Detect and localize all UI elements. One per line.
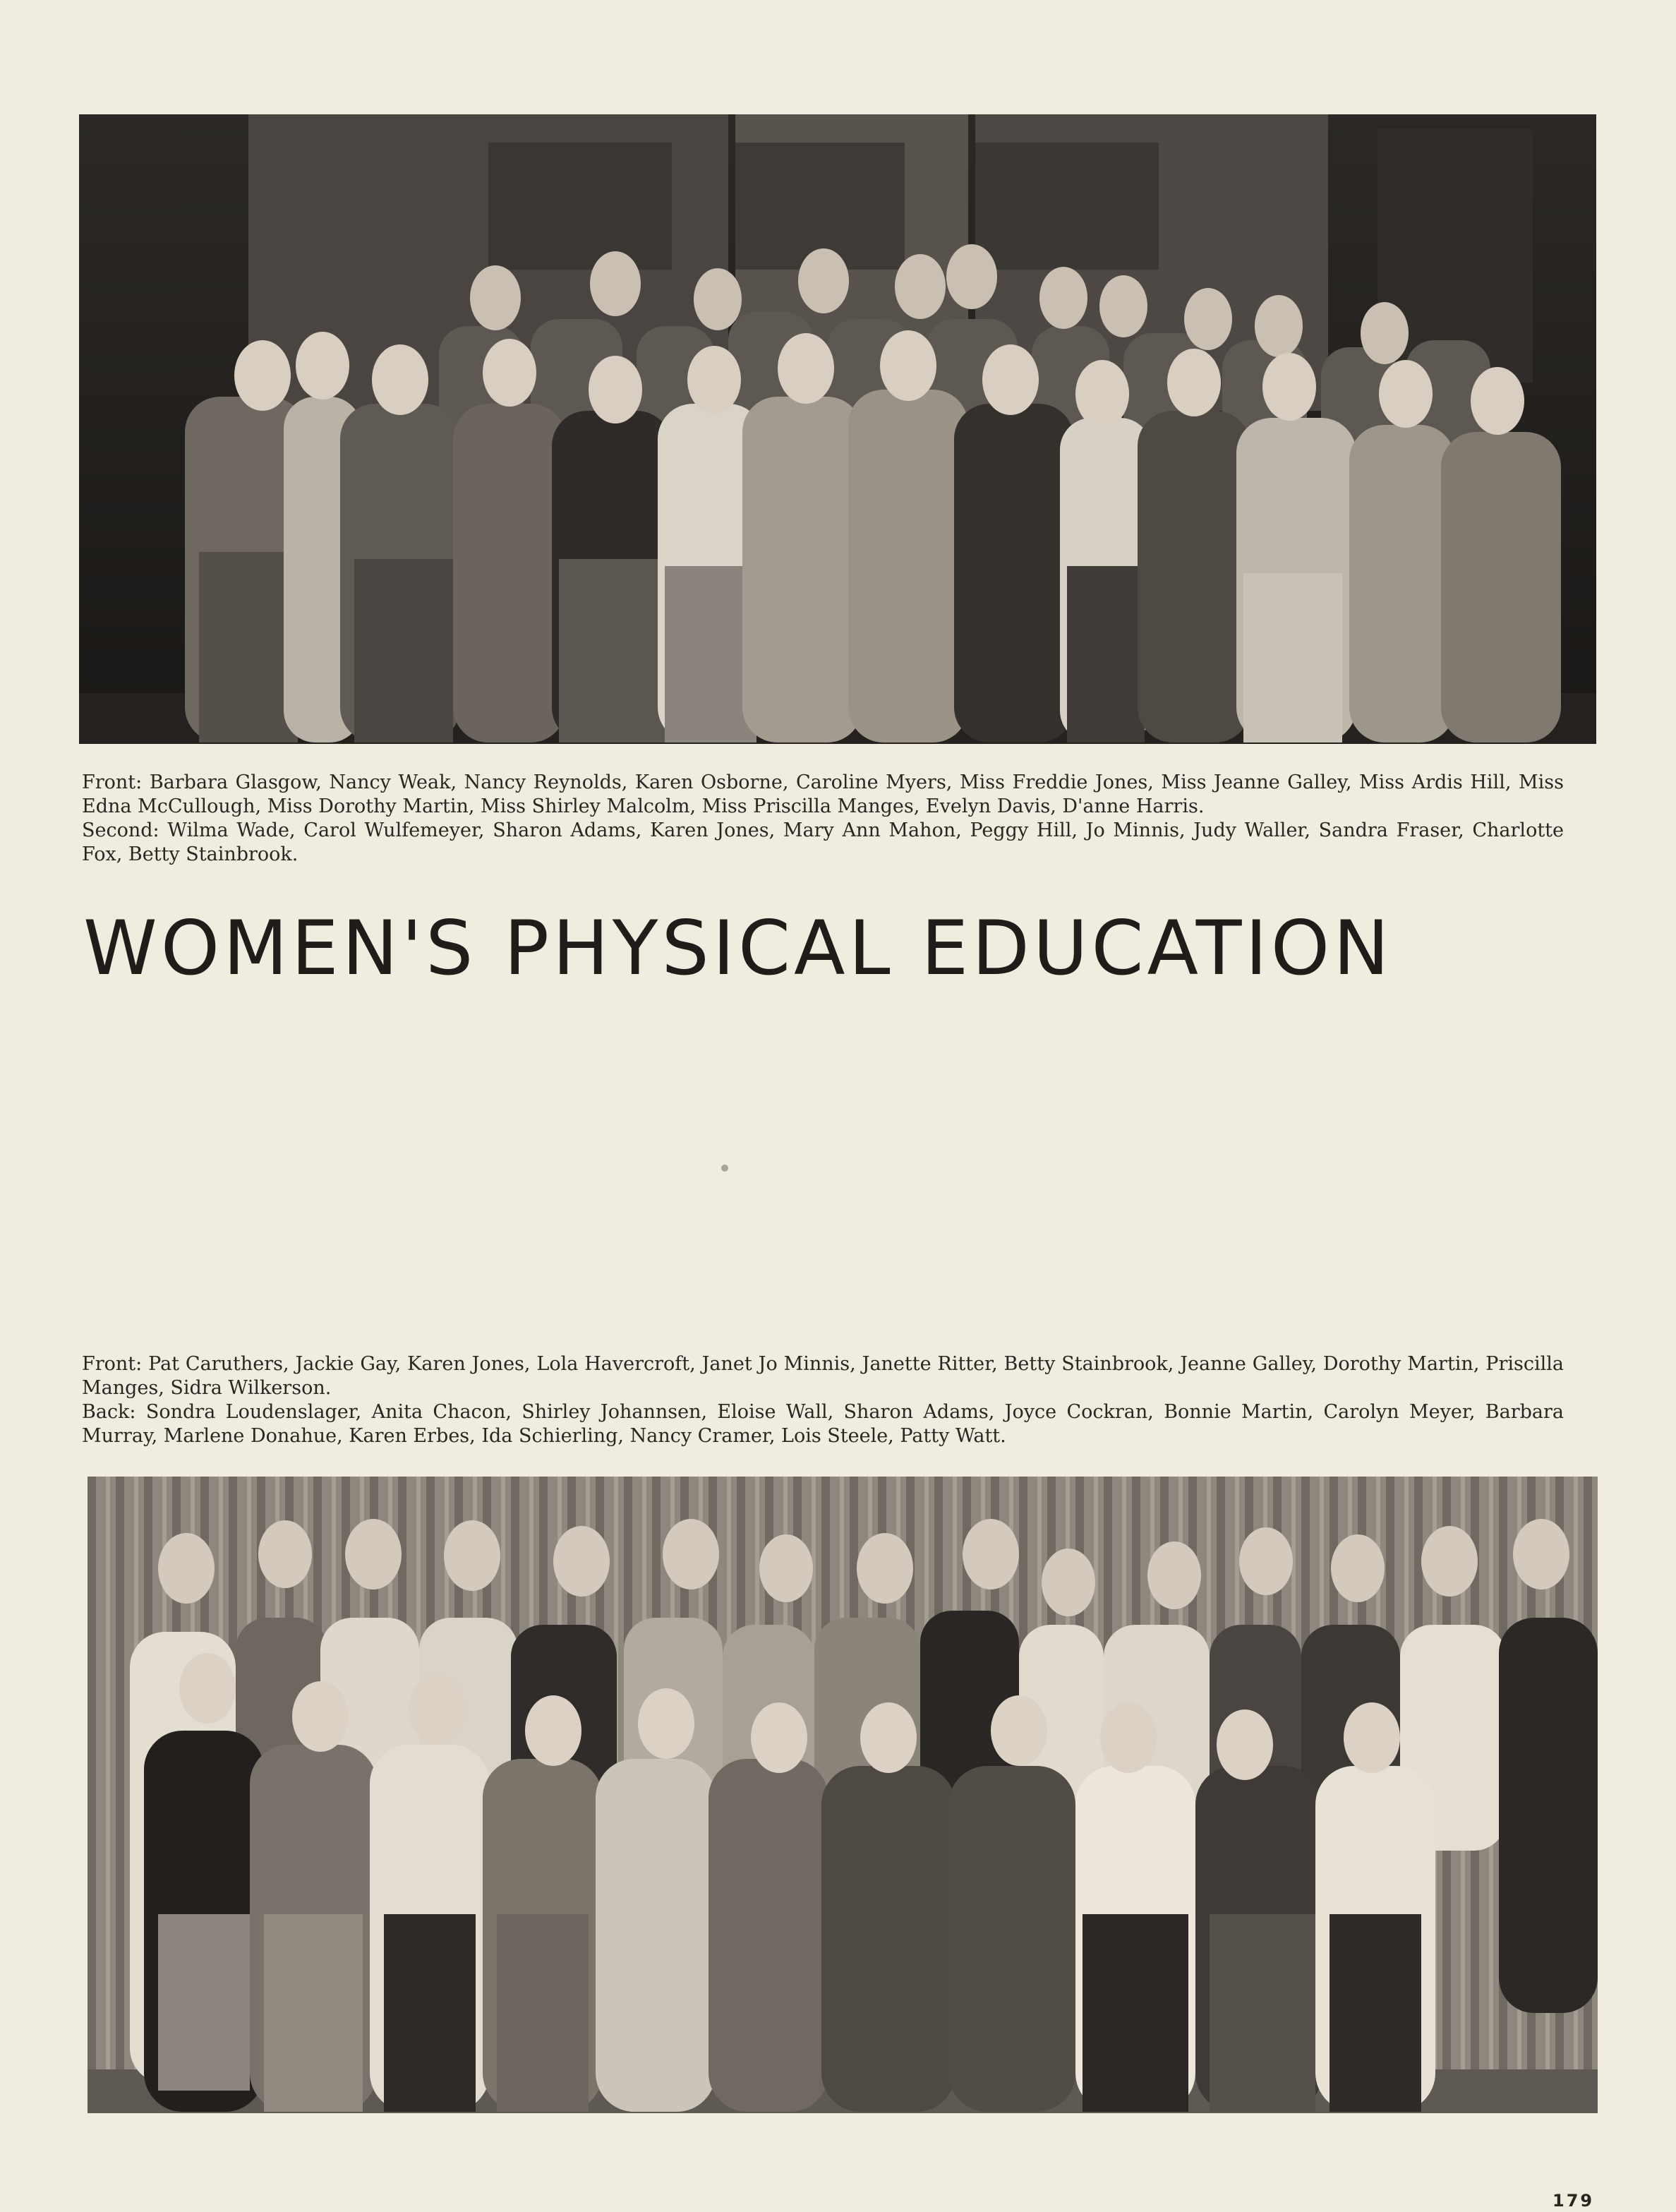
group-photo-bottom-image (88, 1477, 1598, 2113)
group-photo-top (79, 114, 1596, 744)
page-number: 179 (1553, 2191, 1595, 2211)
caption-top-front: Front: Barbara Glasgow, Nancy Weak, Nancy Reynolds, Karen Osborne, Caroline Myers, Miss Freddie Jones, Miss Jeanne Galley, Miss Ardis Hill, Miss Edna McCullough, Miss Dorothy Martin, Miss Shirley Malcolm, Miss Priscilla Manges, Evelyn Davis, D'anne Harris. (82, 771, 1564, 817)
group-photo-bottom (88, 1477, 1598, 2113)
caption-top-second: Second: Wilma Wade, Carol Wulfemeyer, Sharon Adams, Karen Jones, Mary Ann Mahon, Peggy Hill, Jo Minnis, Judy Waller, Sandra Fraser, Charlotte Fox, Betty Stainbrook. (82, 819, 1564, 865)
page-title: WOMEN'S PHYSICAL EDUCATION (83, 905, 1393, 992)
caption-bottom (82, 1352, 1564, 1448)
caption-top (82, 771, 1564, 867)
caption-bottom-back: Back: Sondra Loudenslager, Anita Chacon, Shirley Johannsen, Eloise Wall, Sharon Adams, Joyce Cockran, Bonnie Martin, Carolyn Meyer, Barbara Murray, Marlene Donahue, Karen Erbes, Ida Schierling, Nancy Cramer, Lois Steele, Patty Watt. (82, 1401, 1564, 1447)
group-photo-top-image (79, 114, 1596, 744)
print-speck (721, 1165, 728, 1172)
caption-bottom-front: Front: Pat Caruthers, Jackie Gay, Karen Jones, Lola Havercroft, Janet Jo Minnis, Janette Ritter, Betty Stainbrook, Jeanne Galley, Dorothy Martin, Priscilla Manges, Sidra Wilkerson. (82, 1353, 1564, 1399)
